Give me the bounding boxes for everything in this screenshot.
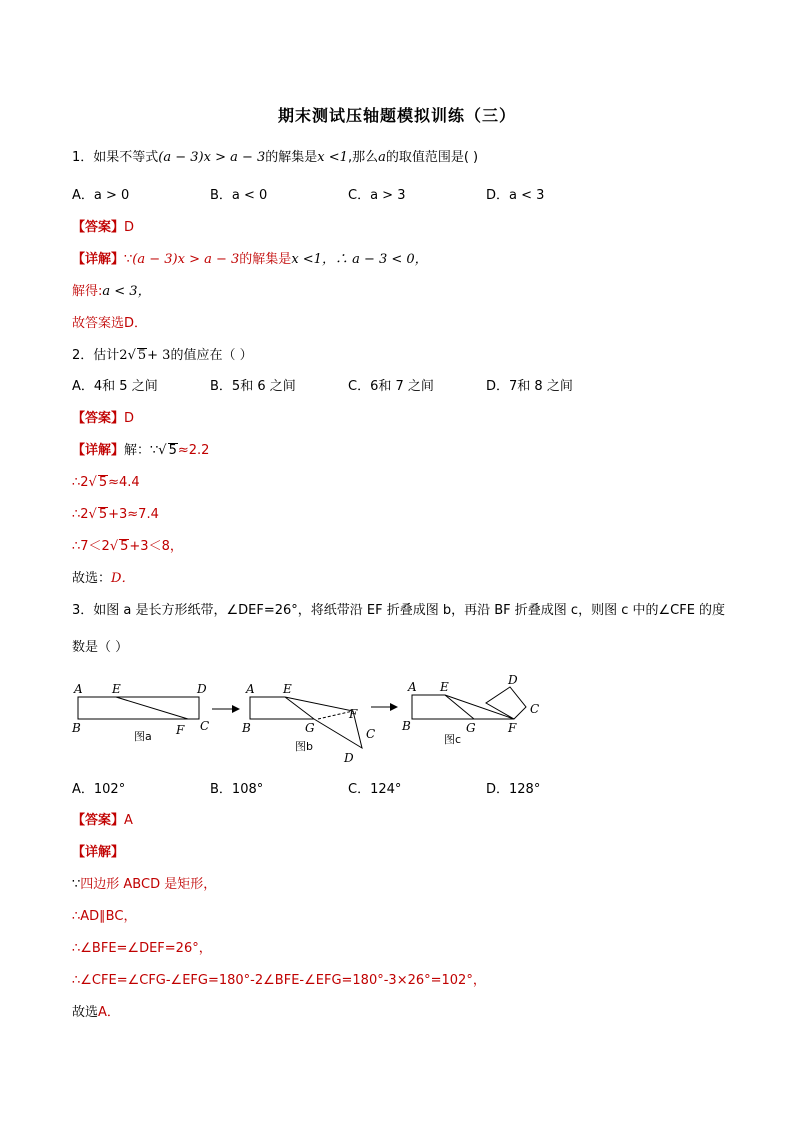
- q1-option-c[interactable]: C．a > 3: [348, 188, 406, 203]
- q3-detail-1: [72, 876, 216, 894]
- q3-detail-4: ∴∠CFE=∠CFG-∠EFG=180°-2∠BFE-∠EFG=180°-3×26°=102°，: [72, 973, 486, 988]
- q2-d1-a: 解：∵: [124, 443, 159, 458]
- fig-b-label-D: D: [344, 751, 354, 765]
- fig-c-label-C: C: [530, 702, 540, 716]
- q1-option-b[interactable]: B．a < 0: [210, 188, 268, 203]
- q1-var: a: [378, 150, 386, 165]
- q1-answer-value: D: [124, 220, 135, 235]
- answer-label: 【答案】: [72, 411, 125, 426]
- q3-stem-line1: 3．如图 a 是长方形纸带，∠DEF=26°，将纸带沿 EF 折叠成图 b，再沿 BF 折叠成图 c，则图 c 中的∠CFE 的度: [72, 603, 726, 618]
- q1-prefix: 1．如果不等式: [72, 150, 159, 165]
- fig-a-label-F: F: [176, 723, 185, 737]
- detail-label: 【详解】: [72, 845, 125, 860]
- detail-label: 【详解】: [72, 443, 125, 458]
- q2-d4-radicand: 5: [120, 539, 129, 554]
- fig-c-label-F: F: [508, 721, 517, 735]
- fig-c-label-E: E: [440, 680, 449, 694]
- q1-d3-text: 故答案选: [72, 316, 125, 331]
- q2-d2-a: ∴2: [72, 475, 89, 490]
- q2-d3-b: +3≈7.4: [108, 507, 159, 522]
- q2-detail-5: [72, 570, 134, 588]
- figure-b: [241, 682, 375, 765]
- q1-d1-expr: (a − 3)x > a − 3: [132, 252, 240, 267]
- q3-d1-text: 四边形 ABCD 是矩形，: [80, 877, 217, 892]
- q2-option-b[interactable]: B．5和 6 之间: [210, 379, 296, 394]
- q1-d2-expr: a < 3，: [102, 284, 151, 299]
- q3-detail-2: ∴AD∥BC，: [72, 909, 137, 924]
- q2-d3-a: ∴2: [72, 507, 89, 522]
- q2-d2-radicand: 5: [98, 475, 108, 490]
- q2-expr-radicand: 5: [137, 348, 147, 363]
- q1-d2-text: 解得:: [72, 284, 103, 299]
- q2-detail-1: 【详解】解：∵√ 5≈2.2: [72, 443, 210, 458]
- because-symbol: ∵: [124, 252, 133, 267]
- q1-stem: [72, 149, 478, 167]
- q2-option-d[interactable]: D．7和 8 之间: [486, 379, 573, 394]
- fig-c-caption: 图c: [444, 733, 462, 746]
- q1-detail-1: [72, 251, 428, 269]
- q2-d4-b: +3＜8，: [129, 539, 183, 554]
- because-symbol: ∵: [72, 877, 81, 892]
- fig-b-label-E: E: [283, 682, 292, 696]
- q3-option-d[interactable]: D．128°: [486, 782, 541, 797]
- q3-answer: [72, 812, 133, 830]
- q1-d1-mid: 的解集是: [239, 252, 292, 267]
- answer-label: 【答案】: [72, 220, 125, 235]
- q2-d1-radicand: 5: [168, 443, 177, 458]
- fig-b-label-A: A: [246, 682, 255, 696]
- q1-option-d[interactable]: D．a < 3: [486, 188, 545, 203]
- q1-d1-cond: x <1，∴ a − 3 < 0，: [291, 252, 428, 267]
- q3-option-b[interactable]: B．108°: [210, 782, 264, 797]
- q2-suffix: 的值应在（ ）: [170, 348, 253, 363]
- q3-option-c[interactable]: C．124°: [348, 782, 402, 797]
- fig-a-label-E: E: [112, 682, 121, 696]
- q3-detail-5: [72, 1004, 120, 1022]
- q2-expr-coef: 2: [119, 348, 128, 363]
- fig-a-label-C: C: [200, 719, 210, 733]
- q3-detail-3: ∴∠BFE=∠DEF=26°，: [72, 941, 212, 956]
- figure-a: [71, 682, 209, 743]
- fig-a-caption: 图a: [134, 730, 152, 743]
- fig-b-caption: 图b: [295, 740, 313, 753]
- q2-answer-value: D: [124, 411, 135, 426]
- q3-option-a[interactable]: A．102°: [72, 782, 126, 797]
- fig-b-label-B: B: [242, 721, 251, 735]
- detail-label: 【详解】: [72, 252, 125, 267]
- q3-answer-value: A: [124, 813, 133, 828]
- fig-a-label-D: D: [197, 682, 207, 696]
- arrow-right-icon: [371, 703, 398, 711]
- fig-b-label-F: F: [349, 707, 358, 721]
- q2-d2-b: ≈4.4: [108, 475, 140, 490]
- q3-d5-text: 故选: [72, 1005, 99, 1020]
- q1-cond: x <1: [317, 150, 348, 165]
- q2-answer: [72, 410, 134, 428]
- answer-label: 【答案】: [72, 813, 125, 828]
- q2-d5-a: 故选：: [72, 571, 112, 586]
- q2-option-c[interactable]: C．6和 7 之间: [348, 379, 434, 394]
- fig-c-label-B: B: [402, 719, 411, 733]
- q2-d4-a: ∴7＜2: [72, 539, 110, 554]
- q1-answer: [72, 219, 134, 237]
- q3-detail-label: [72, 844, 124, 862]
- q1-suffix: 的取值范围是( ): [385, 150, 479, 165]
- fig-c-label-A: A: [408, 680, 417, 694]
- q1-expr: (a − 3)x > a − 3: [158, 150, 266, 165]
- q2-option-a[interactable]: A．4和 5 之间: [72, 379, 158, 394]
- q2-d3-radicand: 5: [98, 507, 108, 522]
- q1-mid1: 的解集是: [265, 150, 318, 165]
- fig-a-label-B: B: [72, 721, 81, 735]
- q2-stem: 2．估计2√ 5+ 3的值应在（ ）: [72, 348, 253, 363]
- q2-detail-4: ∴7＜2√ 5+3＜8，: [72, 539, 183, 554]
- fig-a-label-A: A: [74, 682, 83, 696]
- fig-c-label-G: G: [466, 721, 476, 735]
- q3-d5-answer: A．: [98, 1005, 120, 1020]
- arrow-right-icon: [212, 705, 240, 713]
- q2-detail-3: ∴2√ 5+3≈7.4: [72, 507, 159, 522]
- q1-d3-answer: D．: [124, 316, 148, 331]
- q1-detail-3: [72, 315, 147, 333]
- q1-detail-2: [72, 283, 151, 301]
- q2-prefix: 2．估计: [72, 348, 120, 363]
- q2-expr-add: + 3: [147, 348, 171, 363]
- figure-c: [401, 673, 539, 746]
- q1-mid2: ,那么: [347, 150, 379, 165]
- q3-figures: [66, 668, 566, 772]
- fig-b-label-G: G: [305, 721, 315, 735]
- fig-c-label-D: D: [508, 673, 518, 687]
- q1-option-a[interactable]: A．a > 0: [72, 188, 130, 203]
- q3-stem-line2: 数是（ ）: [72, 640, 129, 655]
- fig-b-label-C: C: [366, 727, 376, 741]
- q2-d5-answer: D．: [111, 571, 135, 586]
- q2-detail-2: ∴2√ 5≈4.4: [72, 475, 140, 490]
- page-title: 期末测试压轴题模拟训练（三）: [277, 106, 516, 125]
- q2-d1-b: ≈2.2: [177, 443, 210, 458]
